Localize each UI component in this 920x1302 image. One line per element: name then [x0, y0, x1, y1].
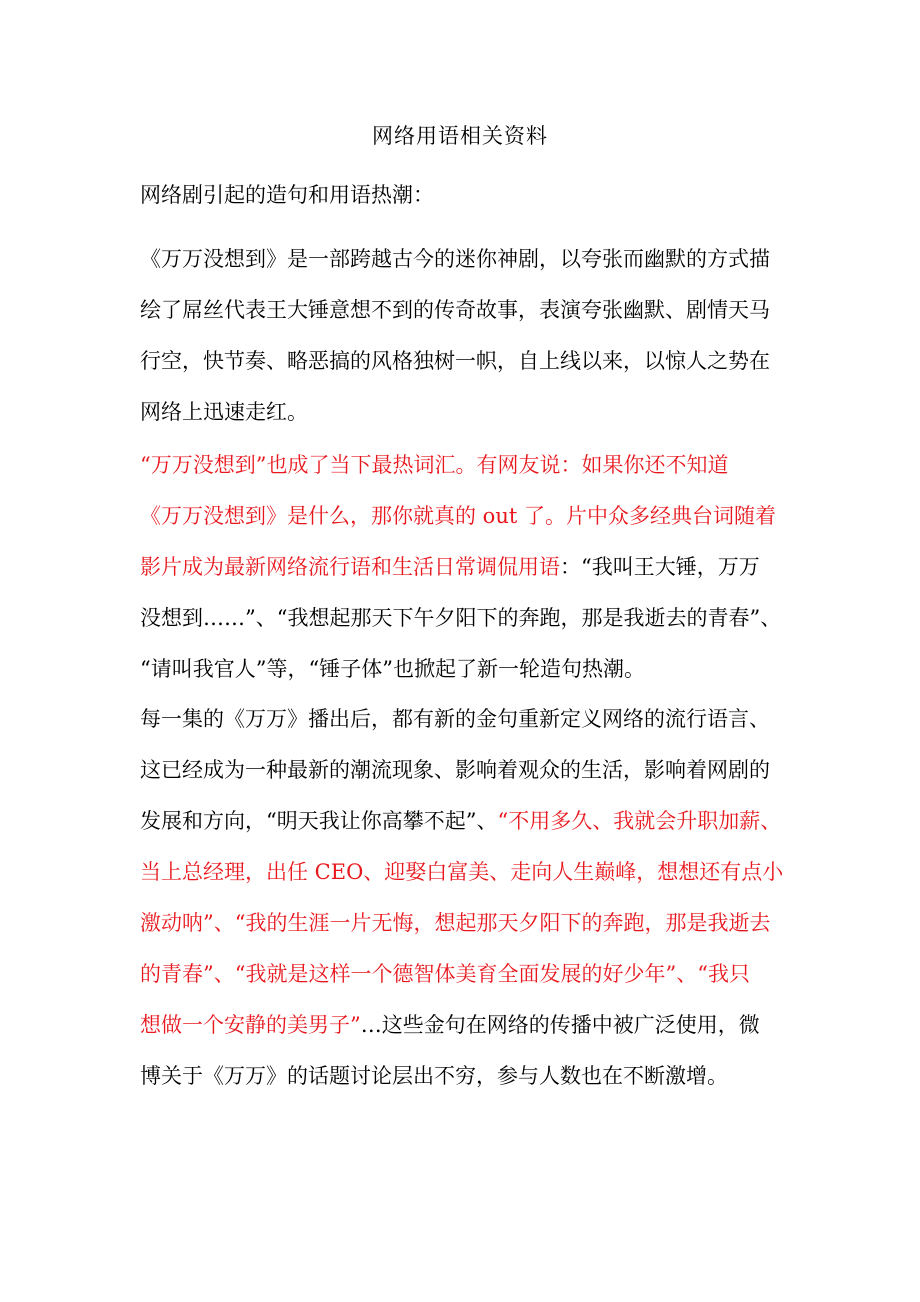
quotes-line-7-highlight: 想做一个安静的美男子” [140, 1013, 361, 1037]
hot-words-line-2: 《万万没想到》是什么，那你就真的 out 了。片中众多经典台词随着 [140, 504, 776, 528]
subtitle-paragraph [140, 170, 790, 221]
quotes-line-1: 每一集的《万万》播出后，都有新的金句重新定义网络的流行语言、 [140, 707, 770, 731]
hot-words-line-4: 没想到……”、“我想起那天下午夕阳下的奔跑，那是我逝去的青春”、 [140, 606, 782, 630]
hot-words-line-5: “请叫我官人”等，“锤子体”也掀起了新一轮造句热潮。 [140, 657, 645, 681]
quotes-line-3-text: 发展和方向，“明天我让你高攀不起”、 [140, 809, 498, 833]
quotes-line-5: 激动呐”、“我的生涯一片无悔，想起那天夕阳下的奔跑，那是我逝去 [140, 911, 771, 935]
quotes-line-4: 当上总经理，出任 CEO、迎娶白富美、走向人生巅峰，想想还有点小 [140, 860, 784, 884]
quotes-line-8: 博关于《万万》的话题讨论层出不穷，参与人数也在不断激增。 [140, 1064, 728, 1088]
golden-quotes-paragraph [140, 694, 790, 1102]
page-title: 网络用语相关资料 [372, 124, 548, 148]
quotes-line-7-text: …这些金句在网络的传播中被广泛使用，微 [360, 1013, 760, 1037]
intro-line-4: 网络上迅速走红。 [140, 400, 308, 424]
intro-line-1: 《万万没想到》是一部跨越古今的迷你神剧，以夸张而幽默的方式描 [140, 247, 770, 271]
hot-words-paragraph [140, 440, 790, 695]
hot-words-line-3 [140, 542, 790, 593]
intro-line-3: 行空，快节奏、略恶搞的风格独树一帜，自上线以来，以惊人之势在 [140, 349, 770, 373]
subtitle-text: 网络剧引起的造句和用语热潮： [140, 183, 434, 207]
hot-words-line-3-text: ：“我叫王大锤，万万 [560, 555, 760, 579]
quotes-line-2: 这已经成为一种最新的潮流现象、影响着观众的生活，影响着网剧的 [140, 758, 770, 782]
quotes-line-3 [140, 796, 790, 847]
quotes-line-7 [140, 1000, 790, 1051]
quotes-line-3-highlight: “不用多久、我就会升职加薪、 [497, 809, 782, 833]
quotes-line-6: 的青春”、“我就是这样一个德智体美育全面发展的好少年”、“我只 [140, 962, 750, 986]
hot-words-line-1: “万万没想到”也成了当下最热词汇。有网友说：如果你还不知道 [140, 453, 729, 477]
intro-line-2: 绘了屌丝代表王大锤意想不到的传奇故事，表演夸张幽默、剧情天马 [140, 298, 770, 322]
intro-paragraph [140, 234, 790, 438]
hot-words-line-3-highlight: 影片成为最新网络流行语和生活日常调侃用语 [140, 555, 560, 579]
